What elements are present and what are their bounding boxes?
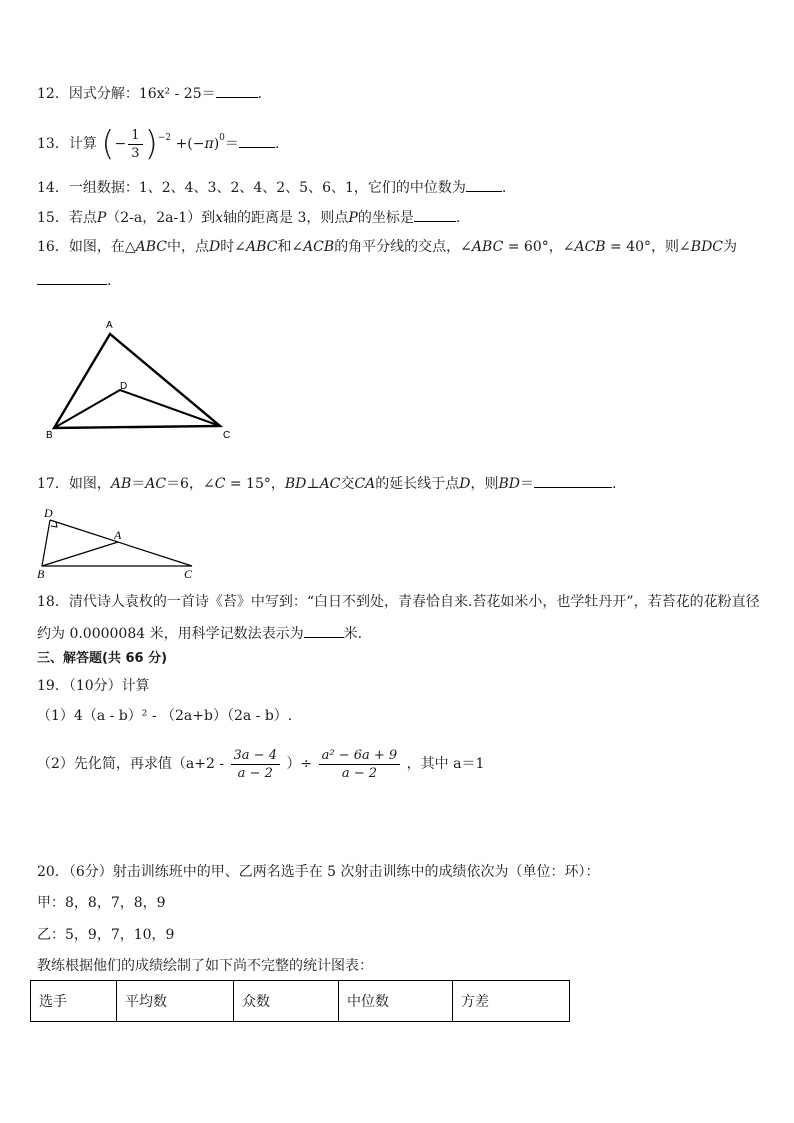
segment-ba [42,542,118,566]
scores-yi: 乙：5，9，7，10，9 [37,927,175,943]
question-16: 16．如图，在△ABC中，点D时∠ABC和∠ACB的角平分线的交点，∠ABC = 60°，∠ACB = 40°，则∠BDC为 [37,239,738,255]
question-12: 12．因式分解：16x² - 25＝ . [37,83,262,103]
section-heading: 三、解答题(共 66 分) [37,651,168,666]
question-18-line2: 约为 0.0000084 米，用科学记数法表示为 米. [37,623,362,643]
question-18: 18．清代诗人袁枚的一首诗《苔》中写到：“白日不到处，青春恰自来.苔花如米小，也学牡丹开”，若苔花的花粉直径 [37,594,760,610]
table-header-cell: 方差 [453,981,570,1022]
question-19-part2: （2）先化简，再求值（a+2 - $\frac{3a - 4}{a - 2}$ ）÷ $\frac{\text{a² − 6a + 9}}{a - 2}$ ，其中 a＝1 [37,747,485,781]
label-a: A [114,528,122,542]
label-b: B [46,430,53,441]
question-19-part1: （1）4（a - b）² - （2a+b）（2a - b）. [37,708,293,724]
question-17: 17．如图，AB＝AC＝6，∠C = 15°，BD⊥AC交CA的延长线于点D，则BD＝ . [37,473,616,493]
scores-jia: 甲：8，8，7，8，9 [37,895,166,911]
question-13: 13．计算 (− $\frac{1}{3}$ )$^{-2} +(-\pi)^0=$ . [37,124,280,164]
question-14: 14．一组数据：1、2、4、3、2、4、2、5、6、1，它们的中位数为 . [37,177,506,197]
fraction: $\frac{\text{a² − 6a + 9}}{a - 2}$ [319,747,401,782]
bisector-lines [54,390,220,428]
label-c: C [223,430,231,441]
answer-blank [239,133,275,148]
question-20: 20．（6分）射击训练班中的甲、乙两名选手在 5 次射击训练中的成绩依次为（单位：环）： [37,864,600,880]
question-15: 15．若点P（2-a，2a-1）到x轴的距离是 3，则点P的坐标是 . [37,207,460,227]
label-d: D [120,381,128,392]
label-d: D [44,506,53,520]
table-header-cell: 中位数 [339,981,453,1022]
fraction: $\frac{3a - 4}{a - 2}$ [231,747,280,782]
fraction: $\frac{1}{3}$ [128,127,142,162]
answer-blank [466,177,502,192]
answer-blank [304,623,344,638]
table-header-cell: 众数 [234,981,339,1022]
table-caption: 教练根据他们的成绩绘制了如下尚不完整的统计图表： [37,958,373,974]
label-a: A [106,320,113,331]
label-c: C [184,567,193,581]
right-angle-mark [51,522,57,527]
question-16-answer: . [37,270,111,290]
question-19: 19．（10分）计算 [37,678,150,694]
table-row [31,981,570,1022]
statistics-table [30,980,570,1022]
answer-blank [37,270,107,285]
triangle-17-figure [34,502,204,582]
label-b: B [37,567,45,581]
answer-blank [216,83,258,98]
answer-blank [414,207,456,222]
table-header-cell: 选手 [31,981,117,1022]
answer-blank [534,473,612,488]
table-header-cell: 平均数 [117,981,234,1022]
triangle-abc-figure [40,314,250,444]
